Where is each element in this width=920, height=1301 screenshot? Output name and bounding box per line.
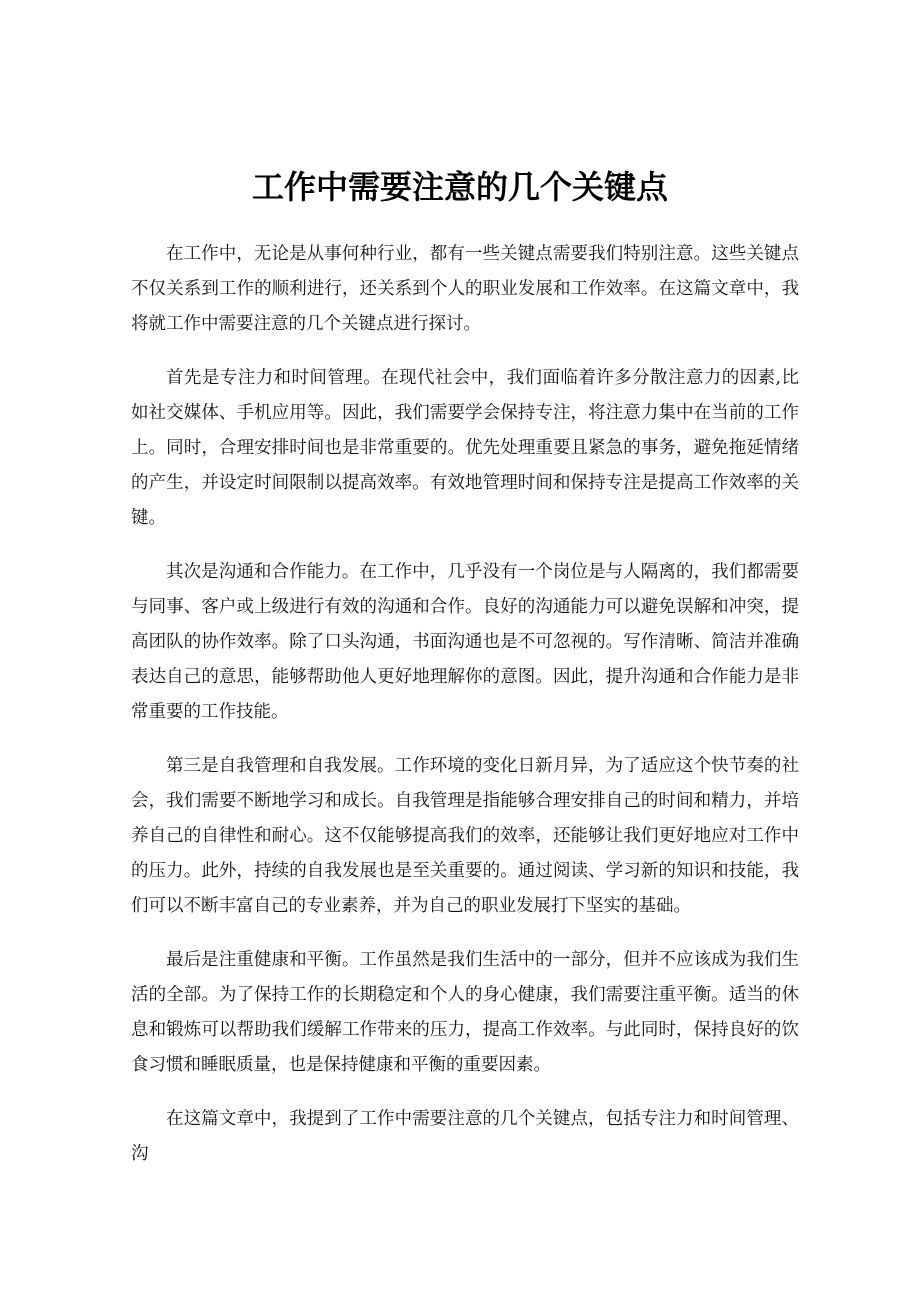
paragraph-conclusion: 在这篇文章中，我提到了工作中需要注意的几个关键点，包括专注力和时间管理、沟 bbox=[131, 1109, 799, 1164]
document-body bbox=[131, 237, 799, 1191]
document-title: 工作中需要注意的几个关键点 bbox=[251, 168, 668, 206]
paragraph-communication: 其次是沟通和合作能力。在工作中，几乎没有一个岗位是与人隔离的，我们都需要与同事、客户或上级进行有效的沟通和合作。良好的沟通能力可以避免误解和冲突，提高团队的协作效率。除了口头沟通，书面沟通也是不可忽视的。写作清晰、简洁并准确表达自己的意思，能够帮助他人更好地理解你的意图。因此，提升沟通和合作能力是非常重要的工作技能。 bbox=[131, 562, 799, 722]
paragraph-focus-time: 首先是专注力和时间管理。在现代社会中，我们面临着许多分散注意力的因素,比如社交媒体、手机应用等。因此，我们需要学会保持专注，将注意力集中在当前的工作上。同时，合理安排时间也是非常重要的。优先处理重要且紧急的事务，避免拖延情绪的产生，并设定时间限制以提高效率。有效地管理时间和保持专注是提高工作效率的关键。 bbox=[131, 368, 799, 528]
paragraph-health-balance: 最后是注重健康和平衡。工作虽然是我们生活中的一部分，但并不应该成为我们生活的全部。为了保持工作的长期稳定和个人的身心健康，我们需要注重平衡。适当的休息和锻炼可以帮助我们缓解工作带来的压力，提高工作效率。与此同时，保持良好的饮食习惯和睡眠质量，也是保持健康和平衡的重要因素。 bbox=[131, 950, 799, 1075]
paragraph-self-management: 第三是自我管理和自我发展。工作环境的变化日新月异，为了适应这个快节奏的社会，我们需要不断地学习和成长。自我管理是指能够合理安排自己的时间和精力，并培养自己的自律性和耐心。这不仅能够提高我们的效率，还能够让我们更好地应对工作中的压力。此外，持续的自我发展也是至关重要的。通过阅读、学习新的知识和技能，我们可以不断丰富自己的专业素养，并为自己的职业发展打下坚实的基础。 bbox=[131, 756, 799, 916]
paragraph-intro: 在工作中，无论是从事何种行业，都有一些关键点需要我们特别注意。这些关键点不仅关系到工作的顺利进行，还关系到个人的职业发展和工作效率。在这篇文章中，我将就工作中需要注意的几个关键点进行探讨。 bbox=[131, 244, 799, 334]
